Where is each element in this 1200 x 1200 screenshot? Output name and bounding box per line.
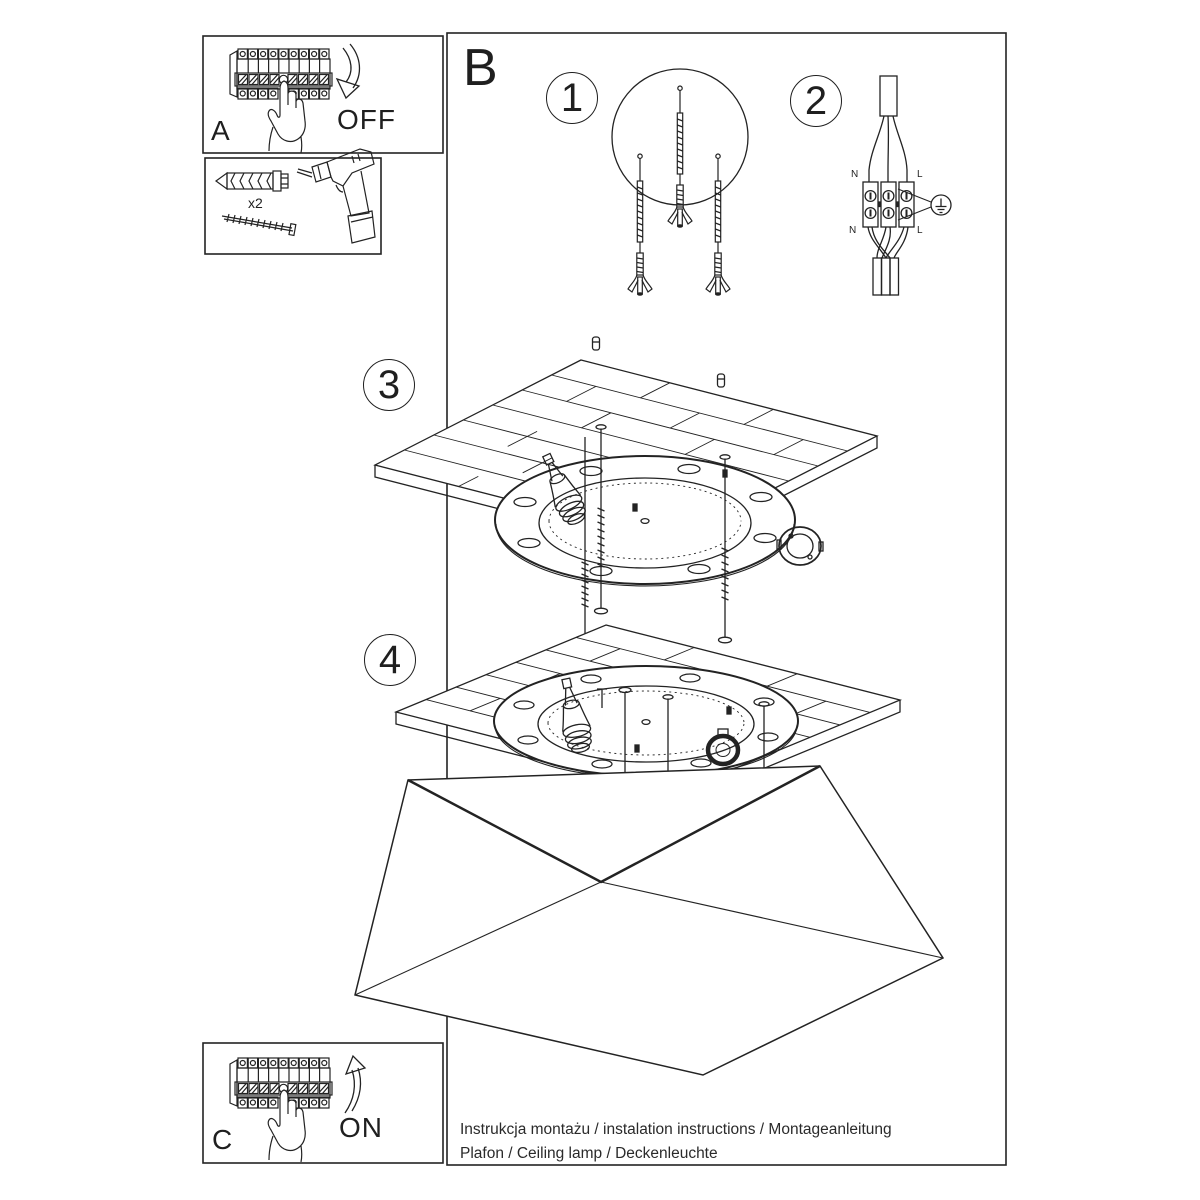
panel-a-label: A xyxy=(211,115,230,146)
footer-product-line: Plafon / Ceiling lamp / Deckenleuchte xyxy=(460,1145,718,1162)
drill-icon xyxy=(297,149,375,243)
step3-mounting-diagram xyxy=(375,337,877,646)
quantity-label: x2 xyxy=(248,195,263,211)
step-4-badge: 4 xyxy=(364,634,416,686)
ground-icon xyxy=(931,195,951,215)
hexagonal-shade xyxy=(355,766,943,1075)
step4-shade-diagram xyxy=(355,625,943,1075)
wall-plug-icon xyxy=(216,171,288,191)
step1-plugs-diagram xyxy=(612,69,748,295)
off-label: OFF xyxy=(337,104,396,135)
section-b-label: B xyxy=(463,39,498,97)
wire-label-l-top: L xyxy=(917,169,923,180)
footer-title-line: Instrukcja montażu / instalation instructions / Montageanleitung xyxy=(460,1121,892,1138)
screw-icon xyxy=(222,214,296,235)
panel-c-label: C xyxy=(212,1124,233,1155)
wire-label-l-bottom: L xyxy=(917,225,923,236)
wire-label-n-top: N xyxy=(851,169,859,180)
arrow-down-icon xyxy=(337,44,359,98)
panel-a-frame xyxy=(203,36,443,153)
on-label: ON xyxy=(339,1112,383,1143)
step2-wiring-diagram xyxy=(863,76,951,295)
wire-label-n-bottom: N xyxy=(849,225,857,236)
round-mounting-plate xyxy=(495,456,795,586)
step-3-badge: 3 xyxy=(363,359,415,411)
step-1-badge: 1 xyxy=(546,72,598,124)
arrow-up-icon xyxy=(345,1056,365,1113)
terminal-block xyxy=(863,182,914,227)
step-2-badge: 2 xyxy=(790,75,842,127)
round-mounting-plate xyxy=(494,666,798,778)
